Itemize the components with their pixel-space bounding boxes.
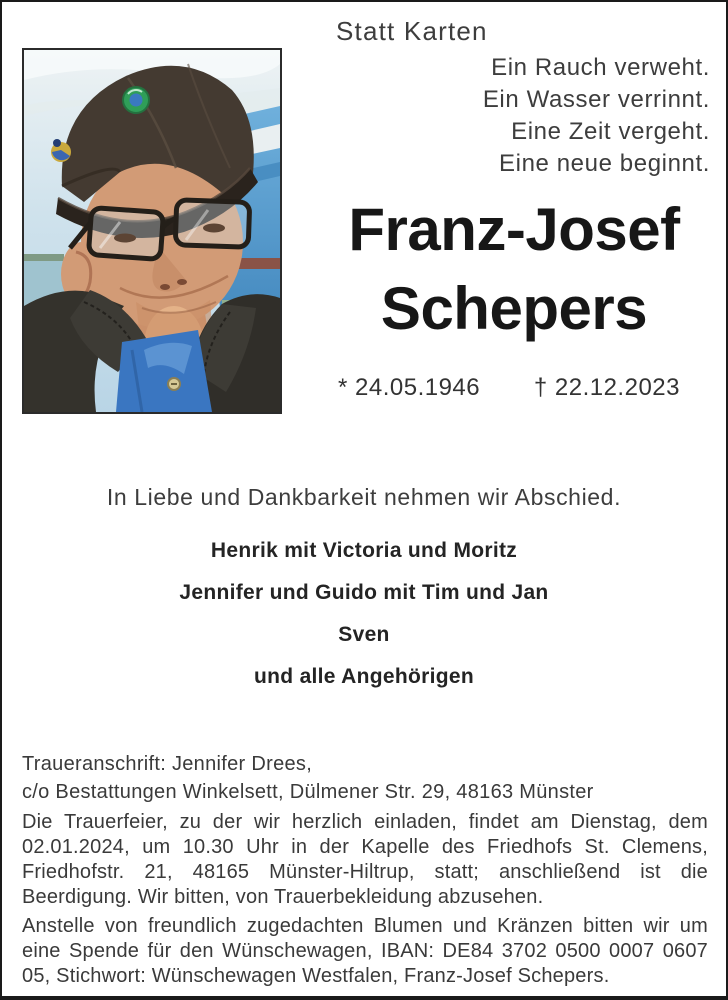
- mourning-address-line1: Traueranschrift: Jennifer Drees,: [22, 753, 313, 775]
- death-date: † 22.12.2023: [533, 374, 680, 401]
- farewell-line: In Liebe und Dankbarkeit nehmen wir Abschied.: [106, 484, 622, 510]
- life-dates: [338, 374, 680, 402]
- poem-line: Ein Wasser verrinnt.: [482, 86, 710, 113]
- deceased-name-line1: Franz-Josef: [348, 196, 680, 263]
- poem-verse: [483, 52, 710, 180]
- mourner-line: und alle Angehörigen: [254, 665, 474, 688]
- deceased-name: [318, 190, 710, 348]
- mourners-list: [2, 530, 726, 698]
- poem-line: Eine Zeit vergeht.: [511, 118, 710, 145]
- deceased-name-line2: Schepers: [380, 275, 648, 342]
- portrait-photo: [22, 48, 282, 414]
- mourner-line: Sven: [338, 623, 390, 646]
- mourner-line: Henrik mit Victoria und Moritz: [210, 539, 518, 562]
- poem-line: Eine neue beginnt.: [499, 150, 710, 177]
- mourning-address-line2: c/o Bestattungen Winkelsett, Dülmener Str. 29, 48163 Münster: [22, 781, 594, 803]
- poem-line: Ein Rauch verweht.: [491, 54, 710, 81]
- portrait-photo-illustration: [24, 50, 280, 412]
- mourning-address: [22, 750, 594, 806]
- birth-date: * 24.05.1946: [338, 374, 481, 401]
- funeral-details-paragraph: Die Trauerfeier, zu der wir herzlich einladen, findet am Dienstag, dem 02.01.2024, um 10.30 Uhr in der Kapelle des Friedhofs St. Clemens, Friedhofstr. 21, 48165 Münster-Hiltrup, statt; anschließend ist die Beerdigung. Wir bitten, von Trauerbekleidung abzusehen.: [22, 811, 708, 908]
- mourner-line: Jennifer und Guido mit Tim und Jan: [179, 581, 549, 604]
- statt-karten-label: Statt Karten: [336, 16, 488, 46]
- donation-paragraph: Anstelle von freundlich zugedachten Blumen und Kränzen bitten wir um eine Spende für den Wünschewagen, IBAN: DE84 3702 0500 0007 0607 05, Stichwort: Wünschewagen Westfalen, Franz-Josef Schepers.: [22, 915, 708, 987]
